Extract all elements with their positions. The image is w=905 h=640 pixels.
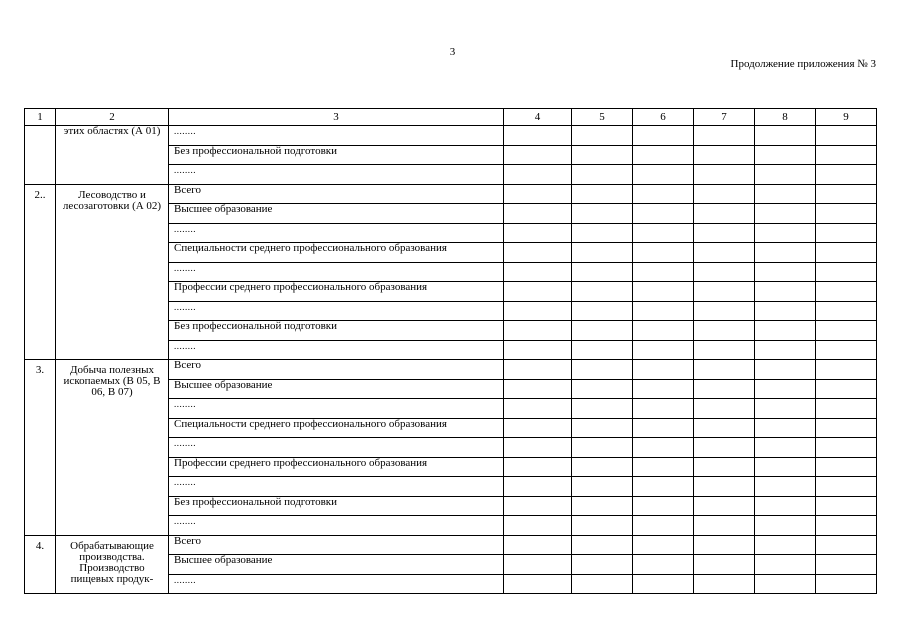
value-cell bbox=[572, 223, 633, 243]
value-cell bbox=[633, 379, 694, 399]
value-cell bbox=[816, 555, 877, 575]
value-cell bbox=[694, 574, 755, 594]
value-cell bbox=[816, 262, 877, 282]
value-cell bbox=[633, 516, 694, 536]
value-cell bbox=[572, 262, 633, 282]
value-cell bbox=[694, 145, 755, 165]
value-cell bbox=[816, 399, 877, 419]
value-cell bbox=[755, 204, 816, 224]
value-cell bbox=[755, 360, 816, 380]
value-cell bbox=[633, 301, 694, 321]
activity-name: Добыча полезных ископаемых (В 05, В 06, В 07) bbox=[56, 360, 169, 536]
value-cell bbox=[755, 165, 816, 185]
continuation-label: Продолжение приложения № 3 bbox=[730, 58, 876, 70]
value-cell bbox=[694, 223, 755, 243]
value-cell bbox=[816, 457, 877, 477]
value-cell bbox=[504, 184, 572, 204]
indicator-label: Без профессиональной подготовки bbox=[169, 496, 504, 516]
indicator-label: ........ bbox=[169, 574, 504, 594]
value-cell bbox=[816, 145, 877, 165]
value-cell bbox=[816, 535, 877, 555]
value-cell bbox=[504, 243, 572, 263]
value-cell bbox=[633, 457, 694, 477]
indicator-label: Высшее образование bbox=[169, 379, 504, 399]
column-header: 1 bbox=[25, 109, 56, 126]
value-cell bbox=[633, 360, 694, 380]
value-cell bbox=[572, 516, 633, 536]
value-cell bbox=[633, 184, 694, 204]
indicator-label: Высшее образование bbox=[169, 555, 504, 575]
value-cell bbox=[816, 243, 877, 263]
value-cell bbox=[816, 204, 877, 224]
table-row bbox=[25, 184, 877, 204]
value-cell bbox=[504, 282, 572, 302]
value-cell bbox=[504, 477, 572, 497]
value-cell bbox=[755, 301, 816, 321]
activity-name: Обрабатывающие производства. Производство пищевых продук- bbox=[56, 535, 169, 594]
value-cell bbox=[572, 126, 633, 146]
value-cell bbox=[816, 438, 877, 458]
value-cell bbox=[816, 496, 877, 516]
value-cell bbox=[755, 555, 816, 575]
value-cell bbox=[816, 165, 877, 185]
column-header: 4 bbox=[504, 109, 572, 126]
indicator-label: Всего bbox=[169, 535, 504, 555]
indicator-label: ........ bbox=[169, 477, 504, 497]
value-cell bbox=[504, 379, 572, 399]
value-cell bbox=[572, 360, 633, 380]
value-cell bbox=[572, 165, 633, 185]
value-cell bbox=[755, 262, 816, 282]
value-cell bbox=[504, 516, 572, 536]
value-cell bbox=[504, 360, 572, 380]
value-cell bbox=[633, 262, 694, 282]
value-cell bbox=[816, 477, 877, 497]
value-cell bbox=[633, 145, 694, 165]
value-cell bbox=[694, 184, 755, 204]
value-cell bbox=[694, 282, 755, 302]
indicator-label: Специальности среднего профессионального образования bbox=[169, 418, 504, 438]
value-cell bbox=[633, 340, 694, 360]
table-row bbox=[25, 535, 877, 555]
value-cell bbox=[504, 418, 572, 438]
indicator-label: ........ bbox=[169, 301, 504, 321]
value-cell bbox=[755, 379, 816, 399]
row-number bbox=[25, 126, 56, 185]
value-cell bbox=[504, 555, 572, 575]
indicator-label: Профессии среднего профессионального образования bbox=[169, 457, 504, 477]
value-cell bbox=[755, 321, 816, 341]
value-cell bbox=[504, 223, 572, 243]
value-cell bbox=[504, 301, 572, 321]
value-cell bbox=[816, 184, 877, 204]
value-cell bbox=[816, 516, 877, 536]
value-cell bbox=[572, 282, 633, 302]
value-cell bbox=[572, 418, 633, 438]
value-cell bbox=[755, 574, 816, 594]
value-cell bbox=[572, 340, 633, 360]
table-body bbox=[25, 109, 877, 594]
value-cell bbox=[816, 223, 877, 243]
table-row bbox=[25, 360, 877, 380]
value-cell bbox=[755, 496, 816, 516]
value-cell bbox=[694, 243, 755, 263]
value-cell bbox=[633, 126, 694, 146]
value-cell bbox=[633, 477, 694, 497]
indicator-label: Без профессиональной подготовки bbox=[169, 321, 504, 341]
row-number: 2.. bbox=[25, 184, 56, 360]
value-cell bbox=[755, 516, 816, 536]
indicator-label: Всего bbox=[169, 360, 504, 380]
activity-name: Лесоводство и лесозаготовки (А 02) bbox=[56, 184, 169, 360]
value-cell bbox=[572, 145, 633, 165]
value-cell bbox=[572, 399, 633, 419]
value-cell bbox=[816, 321, 877, 341]
staffing-table bbox=[24, 108, 877, 594]
value-cell bbox=[755, 145, 816, 165]
value-cell bbox=[755, 126, 816, 146]
value-cell bbox=[816, 282, 877, 302]
value-cell bbox=[694, 360, 755, 380]
value-cell bbox=[633, 399, 694, 419]
value-cell bbox=[572, 496, 633, 516]
value-cell bbox=[816, 340, 877, 360]
value-cell bbox=[755, 438, 816, 458]
value-cell bbox=[504, 438, 572, 458]
column-header: 8 bbox=[755, 109, 816, 126]
value-cell bbox=[694, 165, 755, 185]
value-cell bbox=[694, 418, 755, 438]
value-cell bbox=[504, 457, 572, 477]
value-cell bbox=[816, 301, 877, 321]
value-cell bbox=[572, 301, 633, 321]
indicator-label: ........ bbox=[169, 126, 504, 146]
row-number: 3. bbox=[25, 360, 56, 536]
indicator-label: Высшее образование bbox=[169, 204, 504, 224]
value-cell bbox=[572, 321, 633, 341]
page-number: 3 bbox=[449, 46, 456, 58]
value-cell bbox=[633, 555, 694, 575]
value-cell bbox=[694, 399, 755, 419]
value-cell bbox=[816, 360, 877, 380]
indicator-label: ........ bbox=[169, 262, 504, 282]
row-number: 4. bbox=[25, 535, 56, 594]
value-cell bbox=[755, 418, 816, 438]
column-header: 9 bbox=[816, 109, 877, 126]
value-cell bbox=[694, 321, 755, 341]
value-cell bbox=[694, 301, 755, 321]
value-cell bbox=[755, 457, 816, 477]
value-cell bbox=[572, 457, 633, 477]
value-cell bbox=[572, 535, 633, 555]
value-cell bbox=[633, 535, 694, 555]
value-cell bbox=[694, 204, 755, 224]
indicator-label: ........ bbox=[169, 165, 504, 185]
value-cell bbox=[572, 243, 633, 263]
activity-name: этих областях (А 01) bbox=[56, 126, 169, 185]
value-cell bbox=[755, 477, 816, 497]
value-cell bbox=[694, 126, 755, 146]
indicator-label: ........ bbox=[169, 438, 504, 458]
value-cell bbox=[816, 418, 877, 438]
value-cell bbox=[755, 184, 816, 204]
value-cell bbox=[572, 438, 633, 458]
value-cell bbox=[755, 223, 816, 243]
value-cell bbox=[504, 574, 572, 594]
value-cell bbox=[755, 340, 816, 360]
value-cell bbox=[633, 496, 694, 516]
value-cell bbox=[504, 204, 572, 224]
value-cell bbox=[633, 223, 694, 243]
value-cell bbox=[694, 340, 755, 360]
value-cell bbox=[633, 165, 694, 185]
column-header: 7 bbox=[694, 109, 755, 126]
value-cell bbox=[572, 574, 633, 594]
value-cell bbox=[694, 516, 755, 536]
value-cell bbox=[633, 321, 694, 341]
value-cell bbox=[633, 204, 694, 224]
column-header: 3 bbox=[169, 109, 504, 126]
value-cell bbox=[572, 184, 633, 204]
column-header: 2 bbox=[56, 109, 169, 126]
column-number-row bbox=[25, 109, 877, 126]
indicator-label: Всего bbox=[169, 184, 504, 204]
indicator-label: ........ bbox=[169, 223, 504, 243]
value-cell bbox=[694, 535, 755, 555]
value-cell bbox=[816, 574, 877, 594]
indicator-label: Специальности среднего профессионального образования bbox=[169, 243, 504, 263]
value-cell bbox=[572, 555, 633, 575]
value-cell bbox=[694, 438, 755, 458]
value-cell bbox=[633, 438, 694, 458]
value-cell bbox=[504, 165, 572, 185]
value-cell bbox=[694, 555, 755, 575]
value-cell bbox=[694, 379, 755, 399]
indicator-label: Без профессиональной подготовки bbox=[169, 145, 504, 165]
value-cell bbox=[694, 262, 755, 282]
value-cell bbox=[633, 418, 694, 438]
value-cell bbox=[572, 204, 633, 224]
value-cell bbox=[816, 126, 877, 146]
value-cell bbox=[504, 340, 572, 360]
indicator-label: ........ bbox=[169, 340, 504, 360]
value-cell bbox=[755, 243, 816, 263]
value-cell bbox=[816, 379, 877, 399]
value-cell bbox=[755, 399, 816, 419]
column-header: 5 bbox=[572, 109, 633, 126]
value-cell bbox=[504, 399, 572, 419]
value-cell bbox=[504, 126, 572, 146]
value-cell bbox=[633, 574, 694, 594]
value-cell bbox=[755, 535, 816, 555]
indicator-label: ........ bbox=[169, 399, 504, 419]
value-cell bbox=[504, 496, 572, 516]
value-cell bbox=[504, 145, 572, 165]
value-cell bbox=[694, 457, 755, 477]
value-cell bbox=[633, 243, 694, 263]
value-cell bbox=[694, 477, 755, 497]
value-cell bbox=[504, 321, 572, 341]
indicator-label: ........ bbox=[169, 516, 504, 536]
value-cell bbox=[572, 379, 633, 399]
table-row bbox=[25, 126, 877, 146]
value-cell bbox=[694, 496, 755, 516]
indicator-label: Профессии среднего профессионального образования bbox=[169, 282, 504, 302]
column-header: 6 bbox=[633, 109, 694, 126]
value-cell bbox=[755, 282, 816, 302]
value-cell bbox=[572, 477, 633, 497]
value-cell bbox=[504, 535, 572, 555]
value-cell bbox=[633, 282, 694, 302]
value-cell bbox=[504, 262, 572, 282]
